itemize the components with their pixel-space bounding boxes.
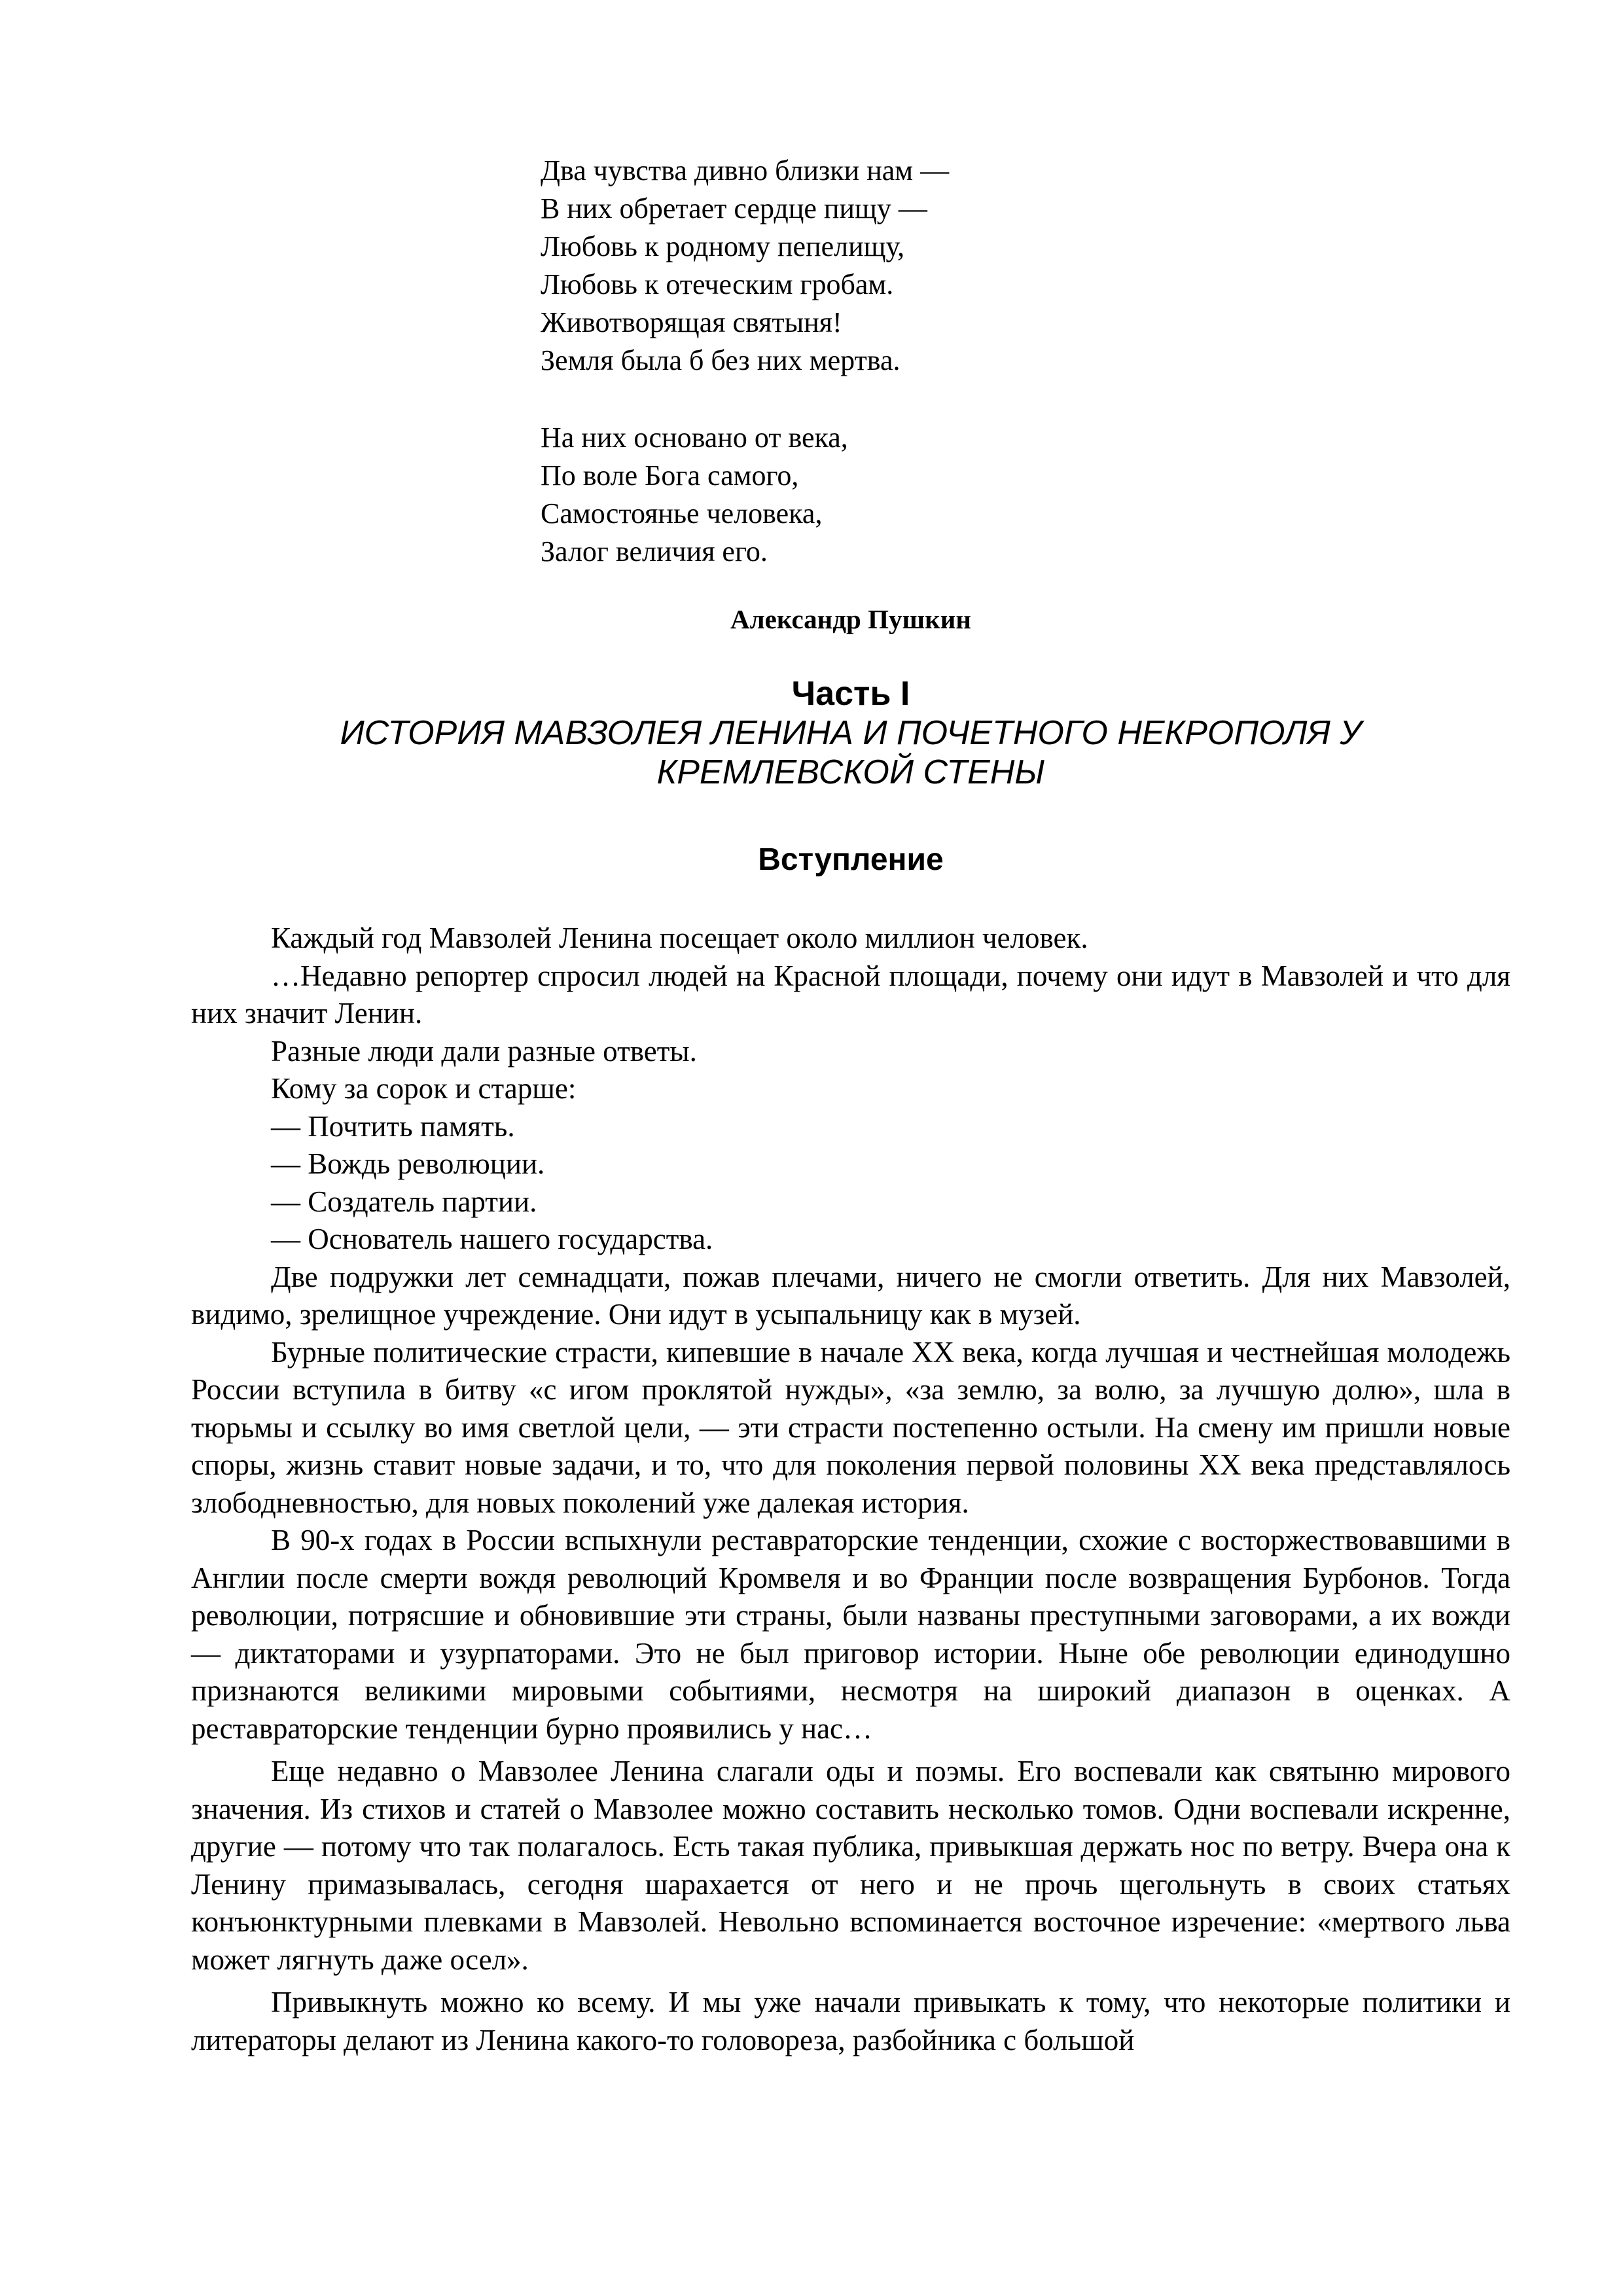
section-title: Вступление xyxy=(758,842,944,877)
paragraph: Еще недавно о Мавзолее Ленина слагали оды и поэмы. Его воспевали как святыню мирового значения. Из стихов и статей о Мавзолее можно составить несколько томов. Одни воспевали искренне, другие — потому что так полагалось. Есть такая публика, привыкшая держать нос по ветру. Вчера она к Ленину примазывалась, сегодня шарахается от него и не прочь щегольнуть в своих статьях конъюнктурными плевками в Мавзолей. Невольно вспоминается восточное изречение: «мертвого льва может лягнуть даже осел». xyxy=(191,1755,1510,1976)
verse-line: Любовь к отеческим гробам. xyxy=(541,268,894,300)
epigraph-stanza-1 xyxy=(541,152,1260,380)
verse-line: По воле Бога самого, xyxy=(541,459,799,492)
paragraph: — Основатель нашего государства. xyxy=(271,1223,713,1255)
verse-line: В них обретает сердце пищу — xyxy=(541,192,927,224)
paragraph: — Почтить память. xyxy=(271,1109,515,1143)
epigraph-author: Александр Пушкин xyxy=(730,604,971,634)
verse-line: Любовь к родному пепелищу, xyxy=(541,230,905,262)
verse-line: Животворящая святыня! xyxy=(541,306,842,338)
epigraph-stanza-2 xyxy=(541,419,1260,571)
epigraph xyxy=(541,152,1260,571)
paragraph: …Недавно репортер спросил людей на Красной площади, почему они идут в Мавзолей и что для них значит Ленин. xyxy=(191,959,1510,1030)
part-title: ИСТОРИЯ МАВЗОЛЕЯ ЛЕНИНА И ПОЧЕТНОГО НЕКРОПОЛЯ У КРЕМЛЕВСКОЙ СТЕНЫ xyxy=(340,714,1362,791)
paragraph: Кому за сорок и старше: xyxy=(271,1072,577,1105)
paragraph: — Создатель партии. xyxy=(271,1185,537,1218)
paragraph: Бурные политические страсти, кипевшие в начале XX века, когда лучшая и честнейшая молодежь России вступила в битву «с игом проклятой нужды», «за землю, за волю, за лучшую долю», шла в тюрьмы и ссылку во имя светлой цели, — эти страсти постепенно остыли. На смену им пришли новые споры, жизнь ставит новые задачи, и то, что для поколения первой половины XX века представлялось злободневностью, для новых поколений уже далекая история. xyxy=(191,1335,1510,1519)
paragraph: — Вождь революции. xyxy=(271,1147,545,1180)
verse-line: Самостоянье человека, xyxy=(541,497,823,529)
paragraph: Привыкнуть можно ко всему. И мы уже начали привыкать к тому, что некоторые политики и литераторы делают из Ленина какого-то головореза, разбойника с большой xyxy=(191,1986,1510,2056)
part-label: Часть I xyxy=(791,675,910,713)
paragraph: Разные люди дали разные ответы. xyxy=(271,1034,697,1067)
body-text xyxy=(191,920,1510,2059)
verse-line: На них основано от века, xyxy=(541,422,848,454)
paragraph: Две подружки лет семнадцати, пожав плечами, ничего не смогли ответить. Для них Мавзолей, видимо, зрелищное учреждение. Они идут в усыпальницу как в музей. xyxy=(191,1260,1510,1331)
paragraph: В 90-х годах в России вспыхнули реставраторские тенденции, схожие с восторжествовавшими в Англии после смерти вождя революций Кромвеля и во Франции после возвращения Бурбонов. Тогда революции, потрясшие и обновившие эти страны, были названы преступными заговорами, а их вожди — диктаторами и узурпаторами. Это не был приговор истории. Ныне обе революции единодушно признаются великими мировыми событиями, несмотря на широкий диапазон в оценках. А реставраторские тенденции бурно проявились у нас… xyxy=(191,1524,1510,1745)
paragraph: Каждый год Мавзолей Ленина посещает около миллион человек. xyxy=(271,922,1088,954)
part-heading xyxy=(249,674,1453,792)
verse-line: Два чувства дивно близки нам — xyxy=(541,154,950,187)
verse-line: Залог величия его. xyxy=(541,535,768,567)
verse-line: Земля была б без них мертва. xyxy=(541,344,901,376)
